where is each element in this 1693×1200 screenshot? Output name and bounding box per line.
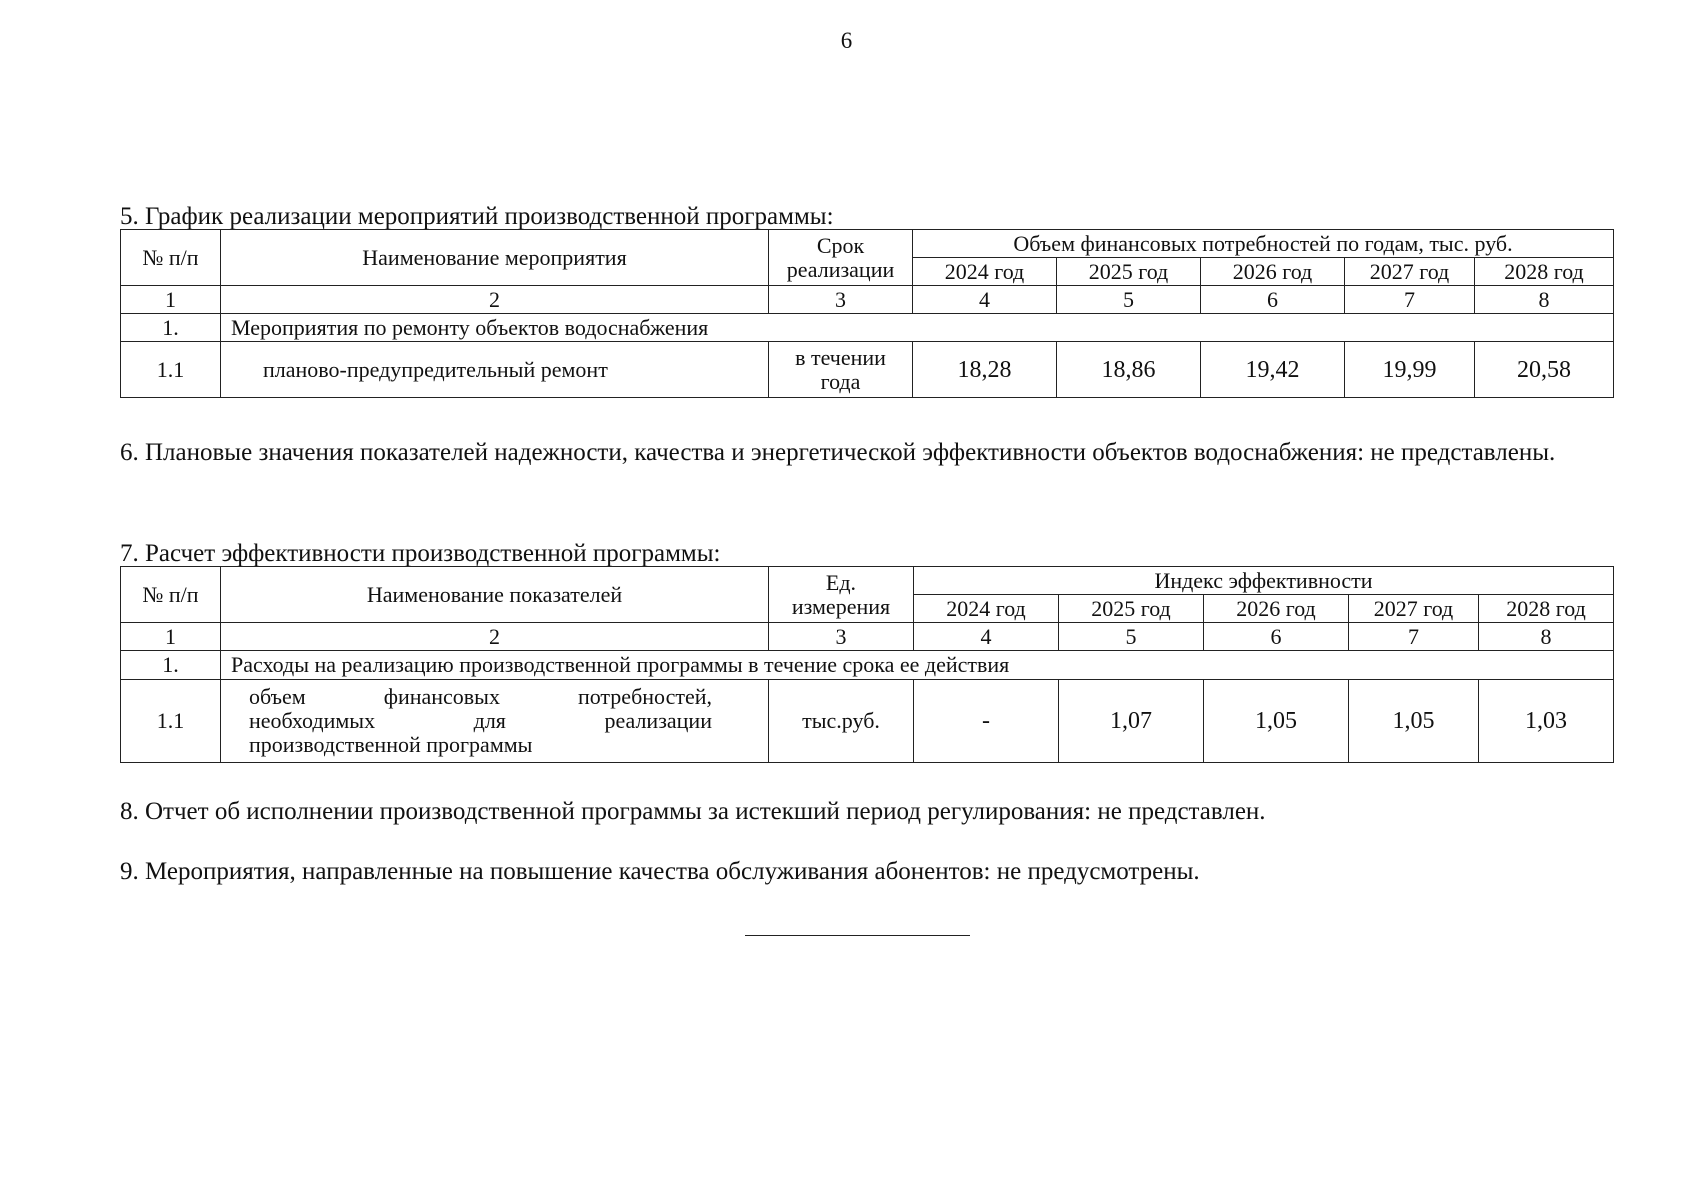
group-label: Расходы на реализацию производственной программы в течение срока ее действия: [221, 651, 1614, 680]
row-num: 1.1: [121, 342, 221, 398]
value-2026: 19,42: [1201, 342, 1345, 398]
section-5-heading: 5. График реализации мероприятий производственной программы:: [120, 203, 834, 230]
header-num: № п/п: [121, 567, 221, 623]
column-number: 3: [769, 623, 914, 651]
item-name-word: объем: [249, 684, 306, 709]
table-row: [121, 314, 1614, 342]
value-2024: 18,28: [913, 342, 1057, 398]
header-year-2027: 2027 год: [1349, 595, 1479, 623]
column-number: 5: [1059, 623, 1204, 651]
column-number: 7: [1345, 286, 1475, 314]
header-name: Наименование мероприятия: [221, 230, 769, 286]
header-unit-line1: Ед.: [825, 569, 857, 595]
item-name-word: финансовых: [383, 684, 500, 709]
item-name-word: необходимых: [249, 708, 376, 733]
header-year-2025: 2025 год: [1059, 595, 1204, 623]
column-number-row: [121, 623, 1614, 651]
header-year-2024: 2024 год: [913, 258, 1057, 286]
column-number: 1: [121, 623, 221, 651]
header-row: [121, 230, 1614, 258]
column-number: 4: [913, 286, 1057, 314]
section-8-text: 8. Отчет об исполнении производственной программы за истекший период регулирования: не представлен.: [120, 798, 1266, 825]
item-term-line2: года: [820, 368, 861, 394]
section-7-heading: 7. Расчет эффективности производственной программы:: [120, 540, 721, 567]
item-name-line1: [249, 685, 712, 709]
table-row: [121, 342, 1614, 398]
header-year-2026: 2026 год: [1201, 258, 1345, 286]
header-year-2024: 2024 год: [914, 595, 1059, 623]
column-number: 5: [1057, 286, 1201, 314]
column-number: 2: [221, 286, 769, 314]
value-2027: 19,99: [1345, 342, 1475, 398]
section-9-text: 9. Мероприятия, направленные на повышение качества обслуживания абонентов: не предусмотрены.: [120, 858, 1200, 885]
value-2026: 1,05: [1204, 680, 1349, 763]
item-name-word: потребностей,: [577, 684, 712, 709]
header-volume-group: Объем финансовых потребностей по годам, тыс. руб.: [913, 230, 1614, 258]
column-number: 1: [121, 286, 221, 314]
item-unit: тыс.руб.: [769, 680, 914, 763]
table-row: [121, 680, 1614, 763]
column-number: 2: [221, 623, 769, 651]
header-index-group: Индекс эффективности: [914, 567, 1614, 595]
row-num: 1.: [121, 651, 221, 680]
header-year-2028: 2028 год: [1479, 595, 1614, 623]
header-year-2028: 2028 год: [1475, 258, 1614, 286]
end-rule: [745, 935, 970, 936]
item-name-word: реализации: [604, 708, 712, 733]
value-2028: 1,03: [1479, 680, 1614, 763]
column-number: 4: [914, 623, 1059, 651]
header-num: № п/п: [121, 230, 221, 286]
value-2025: 1,07: [1059, 680, 1204, 763]
item-name-word: для: [473, 708, 506, 733]
column-number: 6: [1201, 286, 1345, 314]
header-term-line1: Срок: [816, 232, 865, 258]
section-6-text: 6. Плановые значения показателей надежности, качества и энергетической эффективности объектов водоснабжения: не представлены.: [120, 439, 1556, 466]
column-number: 8: [1475, 286, 1614, 314]
page-number: 6: [840, 28, 853, 53]
header-row: [121, 567, 1614, 595]
efficiency-table: [120, 566, 1614, 763]
header-year-2027: 2027 год: [1345, 258, 1475, 286]
table-row: [121, 651, 1614, 680]
column-number: 3: [769, 286, 913, 314]
header-unit: [769, 567, 914, 623]
value-2028: 20,58: [1475, 342, 1614, 398]
header-year-2025: 2025 год: [1057, 258, 1201, 286]
header-name: Наименование показателей: [221, 567, 769, 623]
item-term-line1: в течении: [795, 344, 886, 370]
value-2024: -: [914, 680, 1059, 763]
column-number-row: [121, 286, 1614, 314]
item-term: [769, 342, 913, 398]
row-num: 1.: [121, 314, 221, 342]
schedule-table: [120, 229, 1614, 398]
column-number: 6: [1204, 623, 1349, 651]
value-2025: 18,86: [1057, 342, 1201, 398]
value-2027: 1,05: [1349, 680, 1479, 763]
item-name: планово-предупредительный ремонт: [221, 342, 769, 398]
row-num: 1.1: [121, 680, 221, 763]
column-number: 8: [1479, 623, 1614, 651]
item-name-line3: производственной программы: [249, 732, 533, 757]
header-year-2026: 2026 год: [1204, 595, 1349, 623]
header-unit-line2: измерения: [791, 593, 891, 619]
item-name-line2: [249, 709, 712, 733]
header-term-line2: реализации: [786, 256, 895, 282]
group-label: Мероприятия по ремонту объектов водоснабжения: [221, 314, 1614, 342]
column-number: 7: [1349, 623, 1479, 651]
header-term: [769, 230, 913, 286]
item-name: [221, 680, 769, 763]
